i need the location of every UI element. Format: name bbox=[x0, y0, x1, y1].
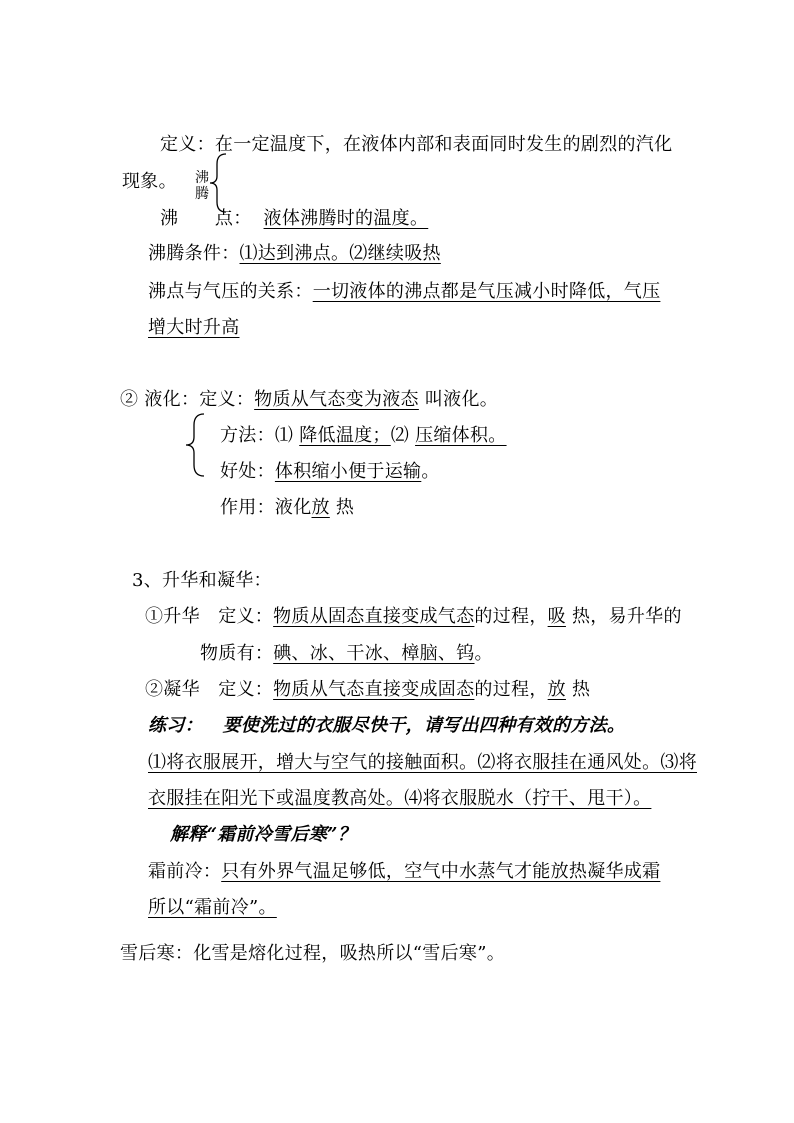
liquefaction-title-line bbox=[120, 388, 498, 412]
boiling-definition-continued: 现象。 bbox=[122, 171, 177, 192]
sublimation-materials: 碘、冰、干冰、樟脑、钨 bbox=[273, 643, 475, 664]
exercise-answer-line-1 bbox=[148, 751, 697, 775]
liquefaction-effect-line bbox=[220, 496, 354, 520]
frost-text: 只有外界气温足够低，空气中水蒸气才能放热凝华成霜 bbox=[221, 861, 661, 882]
deposition-tail: 热 bbox=[565, 679, 591, 700]
boiling-point-text: 液体沸腾时的温度。 bbox=[263, 208, 429, 229]
sublimation-definition: 物质从固态直接变成气态 bbox=[273, 606, 475, 627]
liquefaction-benefit-text: 体积缩小便于运输 bbox=[274, 461, 422, 482]
sublimation-line bbox=[145, 605, 682, 629]
boiling-definition-label: 定义： bbox=[160, 134, 215, 155]
deposition-definition: 物质从气态直接变成固态 bbox=[273, 679, 475, 700]
boiling-pressure-text: 一切液体的沸点都是气压减小时降低，气压 bbox=[312, 281, 661, 302]
sublimation-tail: 热，易升华的 bbox=[565, 606, 682, 627]
frost-line bbox=[148, 860, 660, 884]
sublimation-materials-end: 。 bbox=[474, 643, 493, 664]
frost-label: 霜前冷： bbox=[148, 861, 222, 882]
explain-question: 解释“霜前冷雪后寒”？ bbox=[170, 824, 357, 845]
boiling-point-label: 沸 点： bbox=[160, 208, 252, 229]
sublimation-materials-label: 物质有： bbox=[200, 643, 274, 664]
boiling-point-line bbox=[160, 207, 428, 231]
boiling-conditions-line bbox=[148, 242, 441, 266]
boiling-conditions-text: ⑴达到沸点。⑵继续吸热 bbox=[239, 243, 441, 264]
liquefaction-definition-label: 定义： bbox=[199, 389, 255, 410]
liquefaction-method-prefix: ⑴ bbox=[274, 425, 300, 446]
boiling-conditions-label: 沸腾条件： bbox=[148, 243, 240, 264]
deposition-line bbox=[145, 678, 590, 702]
liquefaction-benefit-line bbox=[220, 460, 440, 484]
liquefaction-effect-value: 放 bbox=[311, 497, 330, 518]
boiling-pressure-line-2 bbox=[148, 316, 240, 340]
frost-line-2 bbox=[148, 896, 277, 920]
boiling-definition-text: 在一定温度下，在液体内部和表面同时发生的剧烈的汽化 bbox=[214, 134, 673, 155]
liquefaction-method-sep: ⑵ bbox=[390, 425, 416, 446]
liquefaction-definition-suffix: 叫液化。 bbox=[418, 389, 499, 410]
liquefaction-method-1: 降低温度； bbox=[299, 425, 391, 446]
liquefaction-number: ② bbox=[120, 389, 139, 410]
exercise-question: 要使洗过的衣服尽快干，请写出四种有效的方法。 bbox=[222, 715, 626, 736]
liquefaction-title: 液化： bbox=[144, 389, 200, 410]
deposition-mid: 的过程， bbox=[474, 679, 548, 700]
sublimation-mid: 的过程， bbox=[474, 606, 548, 627]
boiling-brace bbox=[208, 152, 228, 214]
boiling-pressure-label: 沸点与气压的关系： bbox=[148, 281, 313, 302]
sublimation-heat: 吸 bbox=[547, 606, 566, 627]
liquefaction-method-2: 压缩体积。 bbox=[415, 425, 507, 446]
exercise-answer-line-2 bbox=[148, 787, 651, 811]
exercise-line bbox=[148, 714, 625, 738]
sublimation-heading: 3、升华和凝华： bbox=[132, 570, 272, 591]
deposition-label: ②凝华 定义： bbox=[145, 679, 274, 700]
deposition-heat: 放 bbox=[547, 679, 566, 700]
liquefaction-brace bbox=[184, 412, 206, 478]
sublimation-materials-line bbox=[200, 642, 493, 666]
liquefaction-effect-label: 作用：液化 bbox=[220, 497, 312, 518]
boiling-side-label: 沸腾 bbox=[195, 170, 209, 202]
sublimation-label: ①升华 定义： bbox=[145, 606, 274, 627]
liquefaction-benefit-label: 好处： bbox=[220, 461, 275, 482]
exercise-label: 练习： bbox=[148, 715, 203, 736]
exercise-answer-1: ⑴将衣服展开，增大与空气的接触面积。⑵将衣服挂在通风处。⑶将 bbox=[148, 752, 697, 773]
exercise-answer-2: 衣服挂在阳光下或温度教高处。⑷将衣服脱水（拧干、甩干）。 bbox=[148, 788, 652, 809]
snow-line: 雪后寒：化雪是熔化过程，吸热所以“雪后寒”。 bbox=[120, 943, 506, 964]
liquefaction-method-line bbox=[220, 424, 507, 448]
frost-text-2: 所以“霜前冷”。 bbox=[148, 897, 277, 918]
boiling-pressure-text-2: 增大时升高 bbox=[148, 317, 240, 338]
liquefaction-definition-text: 物质从气态变为液态 bbox=[254, 389, 419, 410]
liquefaction-effect-suffix: 热 bbox=[329, 497, 355, 518]
liquefaction-method-label: 方法： bbox=[220, 425, 275, 446]
liquefaction-benefit-suffix: 。 bbox=[421, 461, 440, 482]
boiling-definition-line bbox=[160, 133, 672, 157]
boiling-pressure-line bbox=[148, 280, 660, 304]
